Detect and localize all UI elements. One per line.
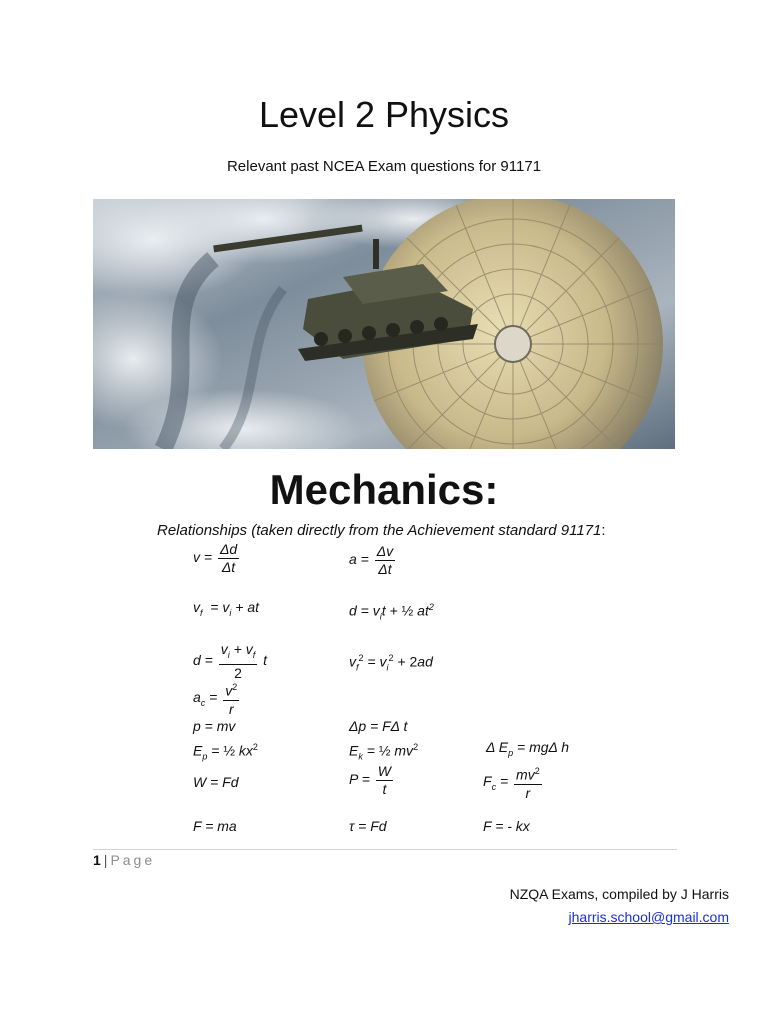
page-number [93, 852, 155, 868]
formula-potential-energy-change: Δ $E_p = mg\Delta$ h [486, 739, 570, 758]
footer-credit: NZQA Exams, compiled by J Harris [509, 886, 729, 902]
footer-email-link[interactable]: jharris.school@gmail.com [568, 909, 729, 925]
formula-newton-second: F = ma [193, 818, 237, 834]
page-word: Page [110, 852, 156, 868]
formula-torque: τ = Fd [349, 818, 387, 834]
formula-centripetal-force: $F_c$ = $\frac{mv^2}{r}$ [483, 766, 540, 801]
page-subtitle: Relevant past NCEA Exam questions for 91171 [226, 158, 542, 175]
page-number-value: 1 [93, 852, 101, 868]
formula-spring-energy: $E_p$ = ½ $kx^2$ [193, 742, 258, 762]
formula-final-velocity: $v_f = v_i$ + at [193, 599, 260, 618]
tank-parachute-illustration [93, 199, 675, 449]
formula-velocity: v = $\frac{\Delta d}{\Delta t}$ [193, 541, 238, 575]
formula-hooke: F = - kx [483, 818, 530, 834]
formula-kinetic-energy: $E_k$ = ½ $mv^2$ [349, 742, 419, 762]
hero-image [93, 199, 675, 449]
section-intro-tail: : [601, 522, 606, 539]
formula-momentum: p = mv [193, 718, 236, 734]
formula-work: W = Fd [193, 774, 239, 790]
formula-velocity-squared: $v_f^2 = v_i^2 + 2ad$ [349, 653, 433, 673]
page-title: Level 2 Physics [258, 94, 510, 135]
formula-centripetal-accel: $a_c$ = $\frac{v^2}{r}$ [193, 682, 238, 717]
section-heading: Mechanics: [269, 466, 499, 513]
page-separator: | [103, 852, 108, 868]
formula-displacement-accel: $d = v_it$ + ½ $at^2$ [349, 602, 434, 622]
section-intro-text: Relationships (taken directly from the Achievement standard 91171 [157, 522, 602, 539]
section-intro [157, 522, 606, 539]
formula-acceleration: a = $\frac{\Delta v}{\Delta t}$ [349, 543, 394, 577]
formula-power: P = $\frac{W}{t}$ [349, 763, 391, 797]
formula-impulse: Δp = FΔ t [349, 718, 408, 734]
formula-displacement-avg: d = $\frac{v_i + v_f}{2}$ t [193, 641, 268, 681]
footer-divider [93, 849, 677, 850]
